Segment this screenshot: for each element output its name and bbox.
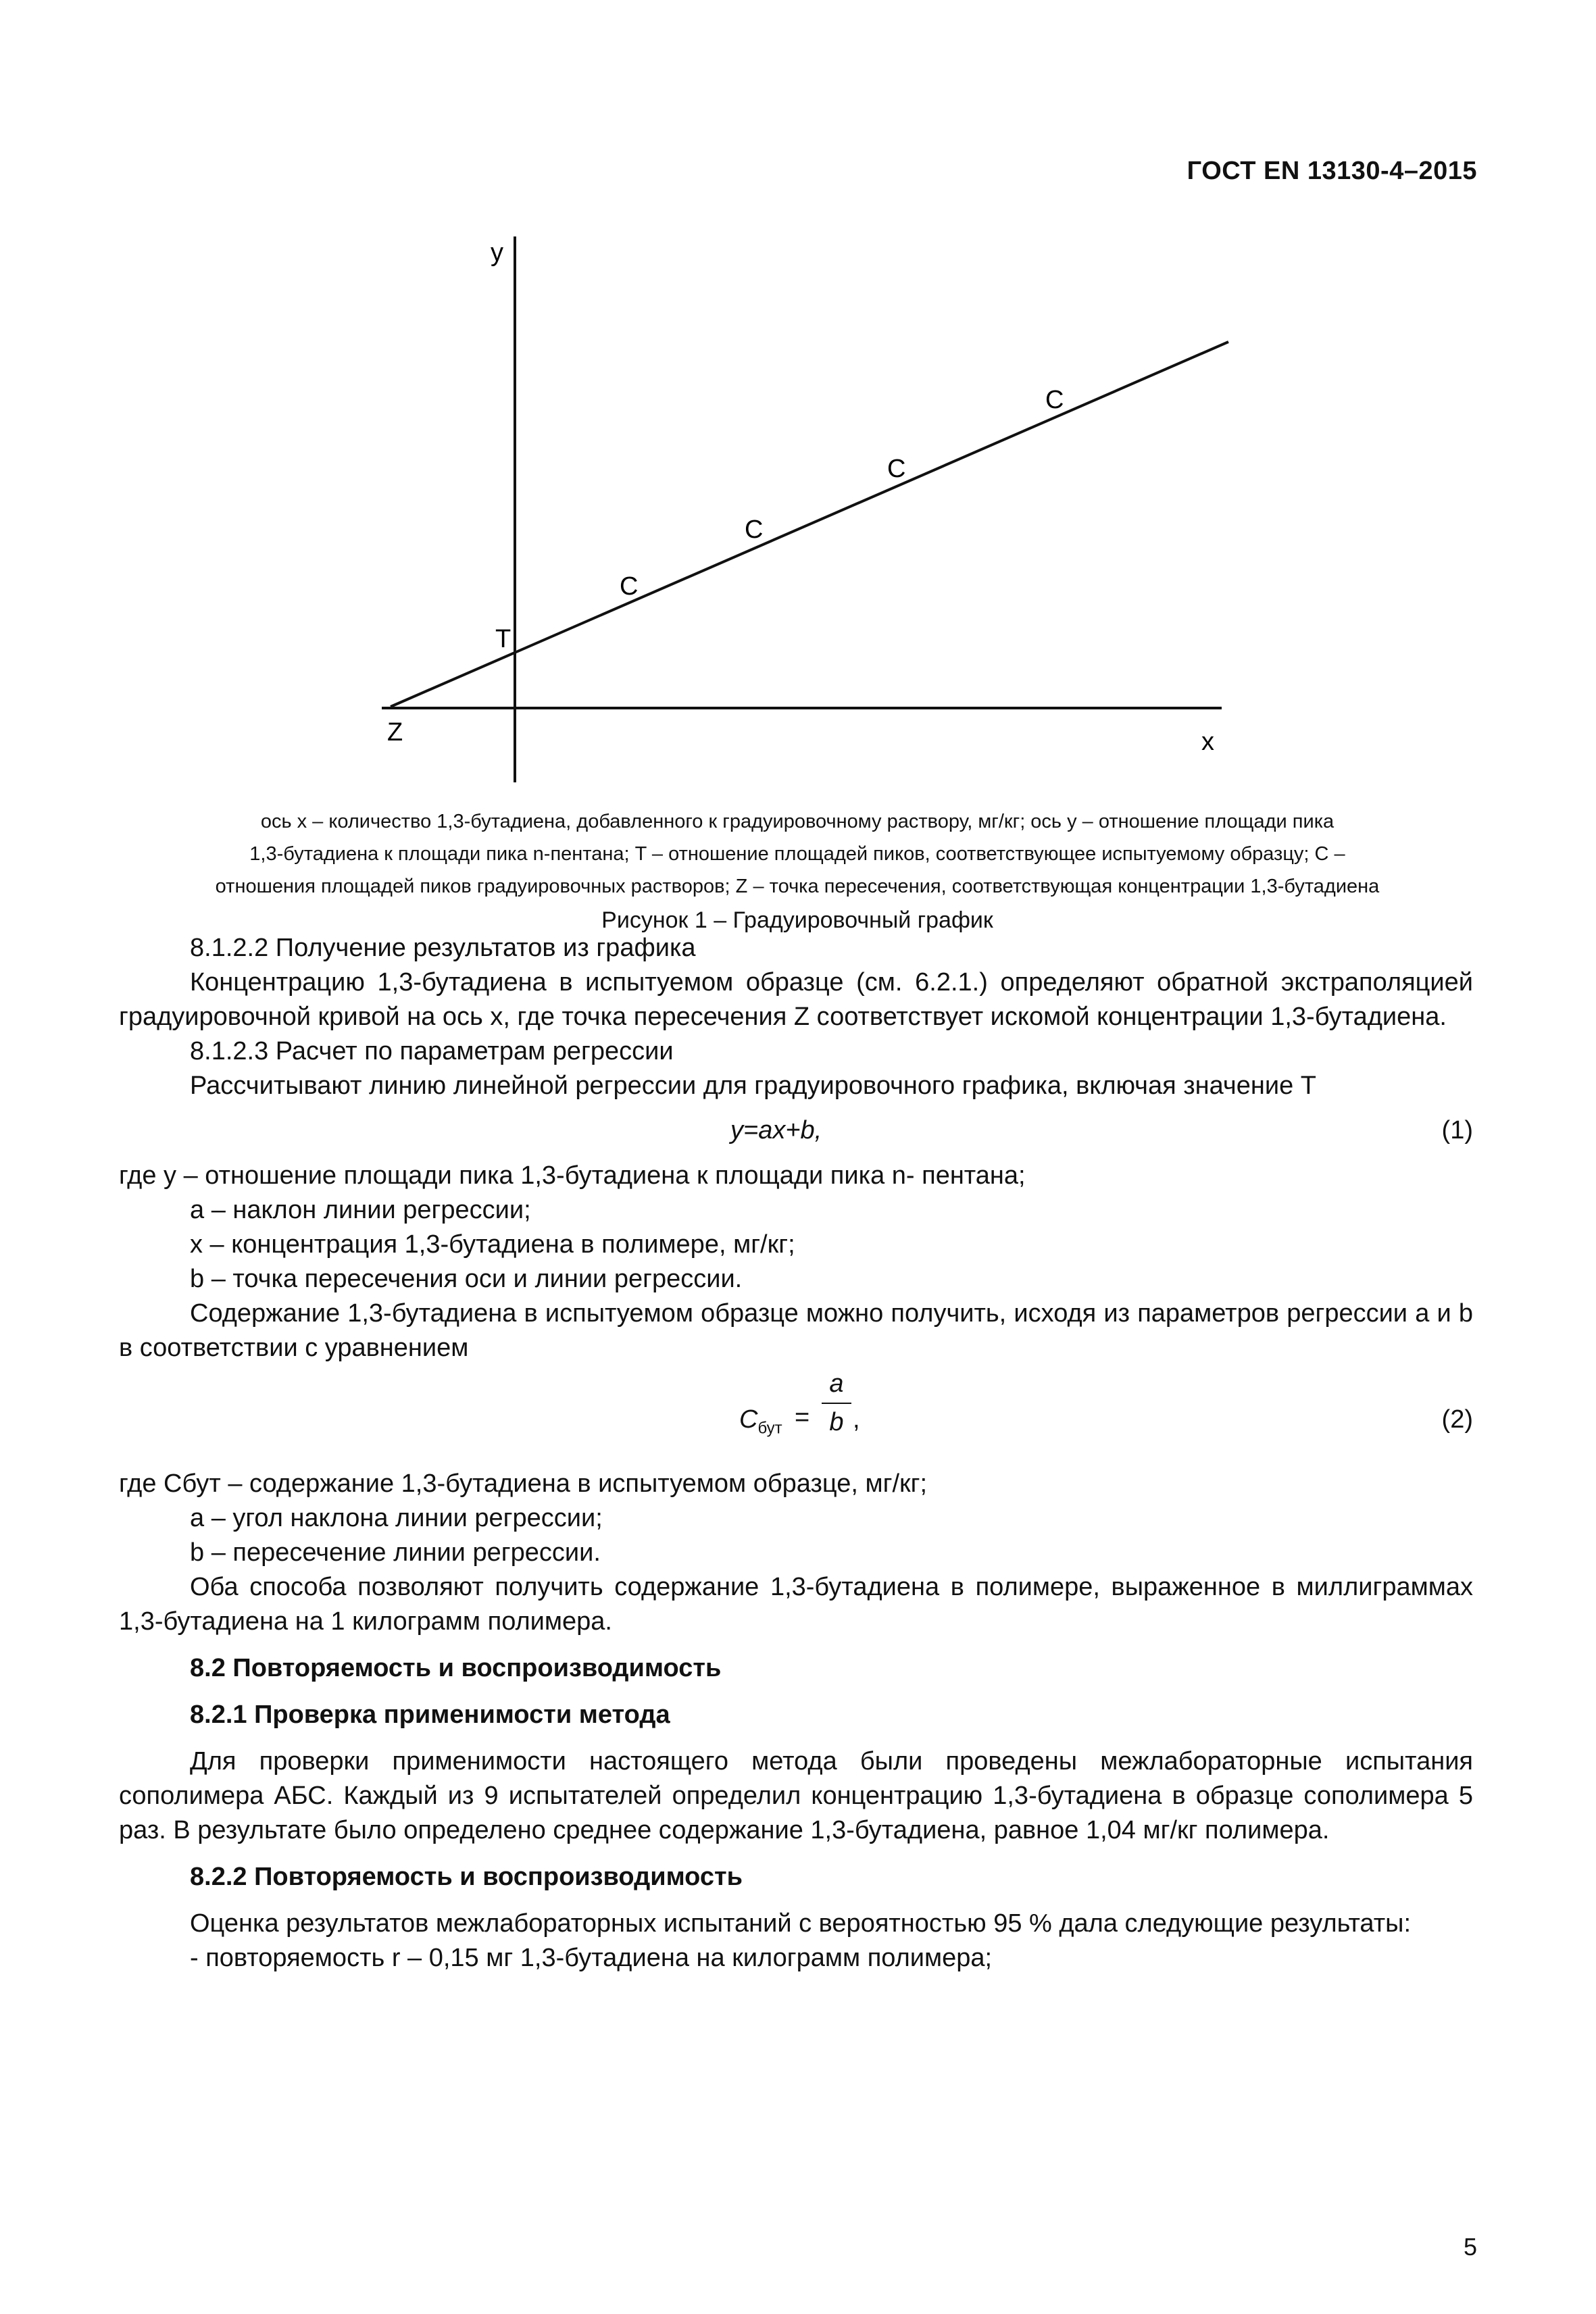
section-heading-8-2: 8.2 Повторяемость и воспроизводимость bbox=[190, 1654, 722, 1682]
repeatability-line: - повторяемость r – 0,15 мг 1,3-бутадиена на килограмм полимера; bbox=[190, 1944, 993, 1972]
z-point-label: Z bbox=[387, 718, 403, 747]
where-c-but: где Cбут – содержание 1,3-бутадиена в испытуемом образце, мг/кг; bbox=[119, 1469, 928, 1498]
section-heading-8-1-2-3: 8.1.2.3 Расчет по параметрам регрессии bbox=[190, 1037, 674, 1065]
where-y: где y – отношение площади пика 1,3-бутадиена к площади пика n- пентана; bbox=[119, 1161, 1026, 1190]
paragraph-graph-result: Концентрацию 1,3-бутадиена в испытуемом образце (см. 6.2.1.) определяют обратной экстраполяцией градуировочной кривой на ось x, где точка пересечения Z соответствует искомой концентрации 1,3-бутадиена. bbox=[119, 968, 1473, 1031]
caption-line: отношения площадей пиков градуировочных растворов; Z – точка пересечения, соответствующая концентрации 1,3-бутадиена bbox=[215, 876, 1380, 897]
equation-2-fraction bbox=[822, 1367, 851, 1440]
paragraph-regression: Рассчитывают линию линейной регрессии для градуировочного графика, включая значение T bbox=[190, 1072, 1316, 1100]
caption-line: ось x – количество 1,3-бутадиена, добавленного к градуировочному раствору, мг/кг; ось y – отношение площади пика bbox=[260, 811, 1335, 832]
page-number: 5 bbox=[1463, 2233, 1477, 2261]
equation-2-denominator: b bbox=[829, 1408, 844, 1436]
equation-2-subscript: бут bbox=[757, 1419, 782, 1438]
equation-1-number: (1) bbox=[1441, 1116, 1473, 1145]
equation-2-lhs bbox=[739, 1403, 782, 1446]
where-x: x – концентрация 1,3-бутадиена в полимере, мг/кг; bbox=[190, 1230, 795, 1259]
document-body bbox=[119, 931, 1473, 1976]
equation-2-numerator: a bbox=[829, 1369, 844, 1398]
figure-caption bbox=[122, 805, 1473, 938]
paragraph-content: Содержание 1,3-бутадиена в испытуемом образце можно получить, исходя из параметров регрессии a и b в соответствии с уравнением bbox=[119, 1299, 1473, 1362]
document-id-header: ГОСТ EN 13130-4–2015 bbox=[1187, 157, 1477, 185]
equation-1 bbox=[119, 1103, 1473, 1159]
section-heading-8-2-2: 8.2.2 Повторяемость и воспроизводимость bbox=[190, 1863, 743, 1891]
calibration-graph bbox=[0, 0, 1596, 811]
section-heading-8-1-2-2: 8.1.2.2 Получение результатов из графика bbox=[190, 934, 696, 962]
equation-2-symbol: C bbox=[739, 1405, 758, 1434]
t-point-label: T bbox=[495, 625, 512, 653]
x-axis-label: x bbox=[1201, 728, 1214, 756]
section-heading-8-2-1: 8.2.1 Проверка применимости метода bbox=[190, 1701, 670, 1729]
equation-2-comma: , bbox=[853, 1405, 860, 1434]
equation-2-number: (2) bbox=[1441, 1405, 1473, 1434]
paragraph-results: Оценка результатов межлабораторных испытаний с вероятностью 95 % дала следующие результаты: bbox=[190, 1909, 1412, 1938]
where-a: a – наклон линии регрессии; bbox=[190, 1196, 531, 1224]
where-b-intercept: b – пересечение линии регрессии. bbox=[190, 1538, 601, 1567]
figure-title: Рисунок 1 – Градуировочный график bbox=[601, 907, 993, 933]
equation-1-expression: y=ax+b, bbox=[730, 1116, 822, 1145]
y-axis-label: y bbox=[491, 238, 503, 267]
where-b: b – точка пересечения оси и линии регрессии. bbox=[190, 1265, 743, 1293]
caption-line: 1,3-бутадиена к площади пика n-пентана; T – отношение площадей пиков, соответствующее испытуемому образцу; C – bbox=[249, 843, 1345, 865]
c-point-label: C bbox=[887, 455, 906, 483]
equation-2 bbox=[119, 1365, 1473, 1467]
c-point-label: C bbox=[745, 515, 764, 544]
fraction-bar bbox=[822, 1403, 851, 1404]
equation-2-equals: = bbox=[795, 1403, 810, 1432]
c-point-label: C bbox=[620, 572, 639, 601]
paragraph-applicability: Для проверки применимости настоящего метода были проведены межлабораторные испытания сополимера АБС. Каждый из 9 испытателей определил концентрацию 1,3-бутадиена в образце сополимера 5 раз. В результате было определено среднее содержание 1,3-бутадиена, равное 1,04 мг/кг полимера. bbox=[119, 1747, 1473, 1844]
paragraph-both-methods: Оба способа позволяют получить содержание 1,3-бутадиена в полимере, выраженное в миллиграммах 1,3-бутадиена на 1 килограмм полимера. bbox=[119, 1573, 1473, 1636]
where-a-angle: a – угол наклона линии регрессии; bbox=[190, 1504, 603, 1532]
c-point-label: C bbox=[1045, 386, 1064, 414]
